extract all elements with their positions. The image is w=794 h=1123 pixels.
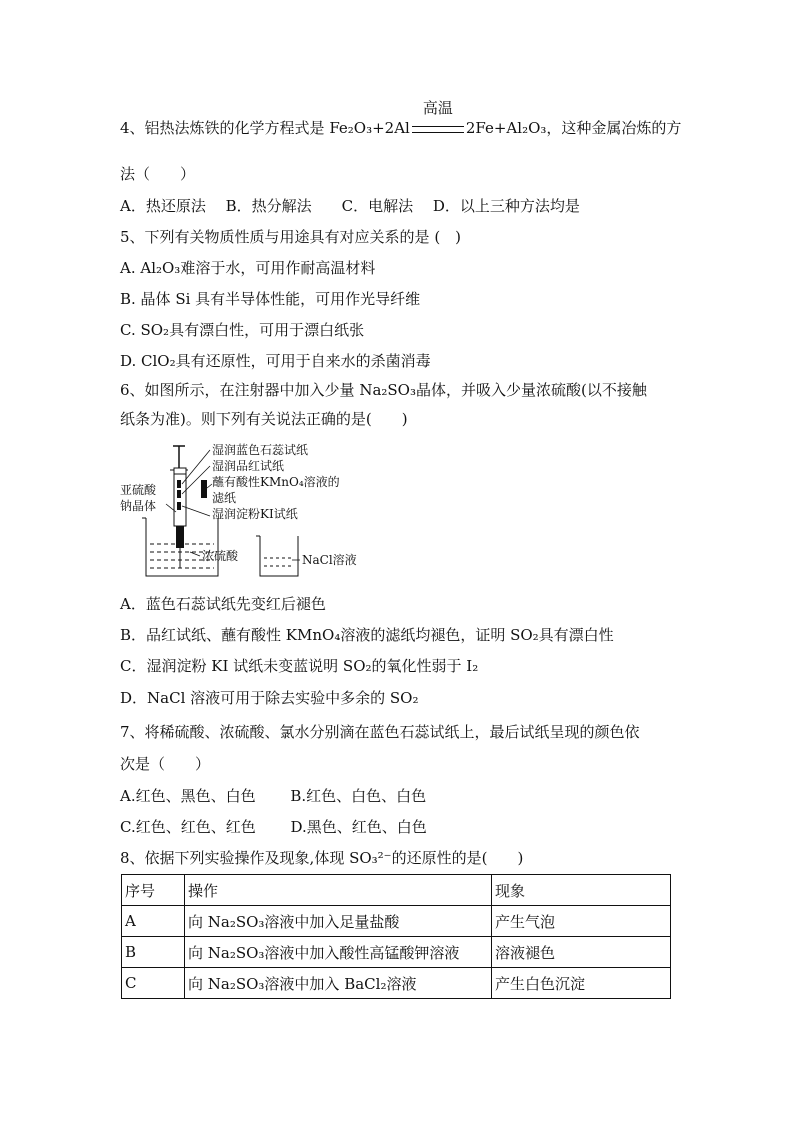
row-phenomenon: 产生气泡	[492, 906, 671, 937]
strip-pinkred	[177, 490, 181, 498]
header-operation: 操作	[185, 875, 492, 906]
strip-ki	[177, 502, 181, 510]
fig-label-kmno4: 蘸有酸性KMnO₄溶液的	[212, 475, 340, 489]
header-phenomenon: 现象	[492, 875, 671, 906]
q5-option-b: B. 晶体 Si 具有半导体性能，可用作光导纤维	[120, 290, 421, 308]
row-phenomenon: 溶液褪色	[492, 937, 671, 968]
table-row	[122, 937, 671, 968]
q7-stem-line2: 次是（ ）	[120, 755, 211, 773]
q6-option-d: D．NaCl 溶液可用于除去实验中多余的 SO₂	[120, 689, 419, 707]
q7-options-ab: A.红色、黑色、白色 B.红色、白色、白色	[120, 787, 427, 805]
apparatus-figure	[118, 440, 368, 580]
fig-label-acid: 浓硫酸	[202, 549, 239, 563]
row-index: A	[122, 906, 185, 937]
q4-options: A．热还原法 B．热分解法 C．电解法 D．以上三种方法均是	[120, 197, 580, 215]
q6-option-b: B．品红试纸、蘸有酸性 KMnO₄溶液的滤纸均褪色，证明 SO₂具有漂白性	[120, 626, 614, 644]
strip-kmno4	[201, 480, 207, 498]
q4-prefix: 4、铝热法炼铁的化学方程式是	[120, 119, 330, 137]
q6-stem-line2: 纸条为准)。则下列有关说法正确的是( )	[120, 410, 408, 428]
q4-reactants: Fe₂O₃+2Al	[329, 119, 410, 137]
fig-label-ki: 湿润淀粉KI试纸	[212, 507, 298, 521]
q5-stem: 5、下列有关物质性质与用途具有对应关系的是 ( )	[120, 228, 462, 246]
fig-label-nacl: NaCl溶液	[302, 553, 357, 567]
q4-products: 2Fe+Al₂O₃	[465, 119, 547, 137]
fig-label-filter: 滤纸	[212, 491, 237, 505]
q4-condition: 高温	[422, 99, 453, 117]
fig-label-sulfite-2: 钠晶体	[120, 499, 157, 513]
q5-option-a: A. Al₂O₃难溶于水，可用作耐高温材料	[120, 259, 376, 277]
strip-litmus	[177, 480, 181, 488]
q7-options-cd: C.红色、红色、红色 D.黑色、红色、白色	[120, 818, 427, 836]
table-header-row	[122, 875, 671, 906]
fig-label-pinkred: 湿润品红试纸	[212, 459, 285, 473]
q6-option-c: C．湿润淀粉 KI 试纸未变蓝说明 SO₂的氧化性弱于 I₂	[120, 657, 479, 675]
q4-line1	[120, 99, 682, 138]
q5-option-c: C. SO₂具有漂白性，可用于漂白纸张	[120, 321, 365, 339]
fig-label-sulfite-1: 亚硫酸	[120, 483, 157, 497]
row-operation: 向 Na₂SO₃溶液中加入酸性高锰酸钾溶液	[185, 937, 492, 968]
table-row	[122, 968, 671, 999]
q6-stem-line1: 6、如图所示，在注射器中加入少量 Na₂SO₃晶体，并吸入少量浓硫酸(以不接触	[120, 381, 647, 399]
q7-stem-line1: 7、将稀硫酸、浓硫酸、氯水分别滴在蓝色石蕊试纸上，最后试纸呈现的颜色依	[120, 723, 640, 741]
q6-option-a: A．蓝色石蕊试纸先变红后褪色	[120, 595, 326, 613]
fig-label-litmus: 湿润蓝色石蕊试纸	[212, 443, 309, 457]
row-index: C	[122, 968, 185, 999]
q8-table	[121, 874, 671, 999]
row-index: B	[122, 937, 185, 968]
row-operation: 向 Na₂SO₃溶液中加入足量盐酸	[185, 906, 492, 937]
q8-stem: 8、依据下列实验操作及现象,体现 SO₃²⁻的还原性的是( )	[120, 849, 524, 867]
row-phenomenon: 产生白色沉淀	[492, 968, 671, 999]
header-index: 序号	[122, 875, 185, 906]
reaction-arrow	[412, 99, 464, 138]
q4-line2: 法（ ）	[120, 165, 196, 183]
row-operation: 向 Na₂SO₃溶液中加入 BaCl₂溶液	[185, 968, 492, 999]
q4-suffix: ，这种金属冶炼的方	[546, 119, 682, 137]
table-row	[122, 906, 671, 937]
q5-option-d: D. ClO₂具有还原性，可用于自来水的杀菌消毒	[120, 352, 431, 370]
